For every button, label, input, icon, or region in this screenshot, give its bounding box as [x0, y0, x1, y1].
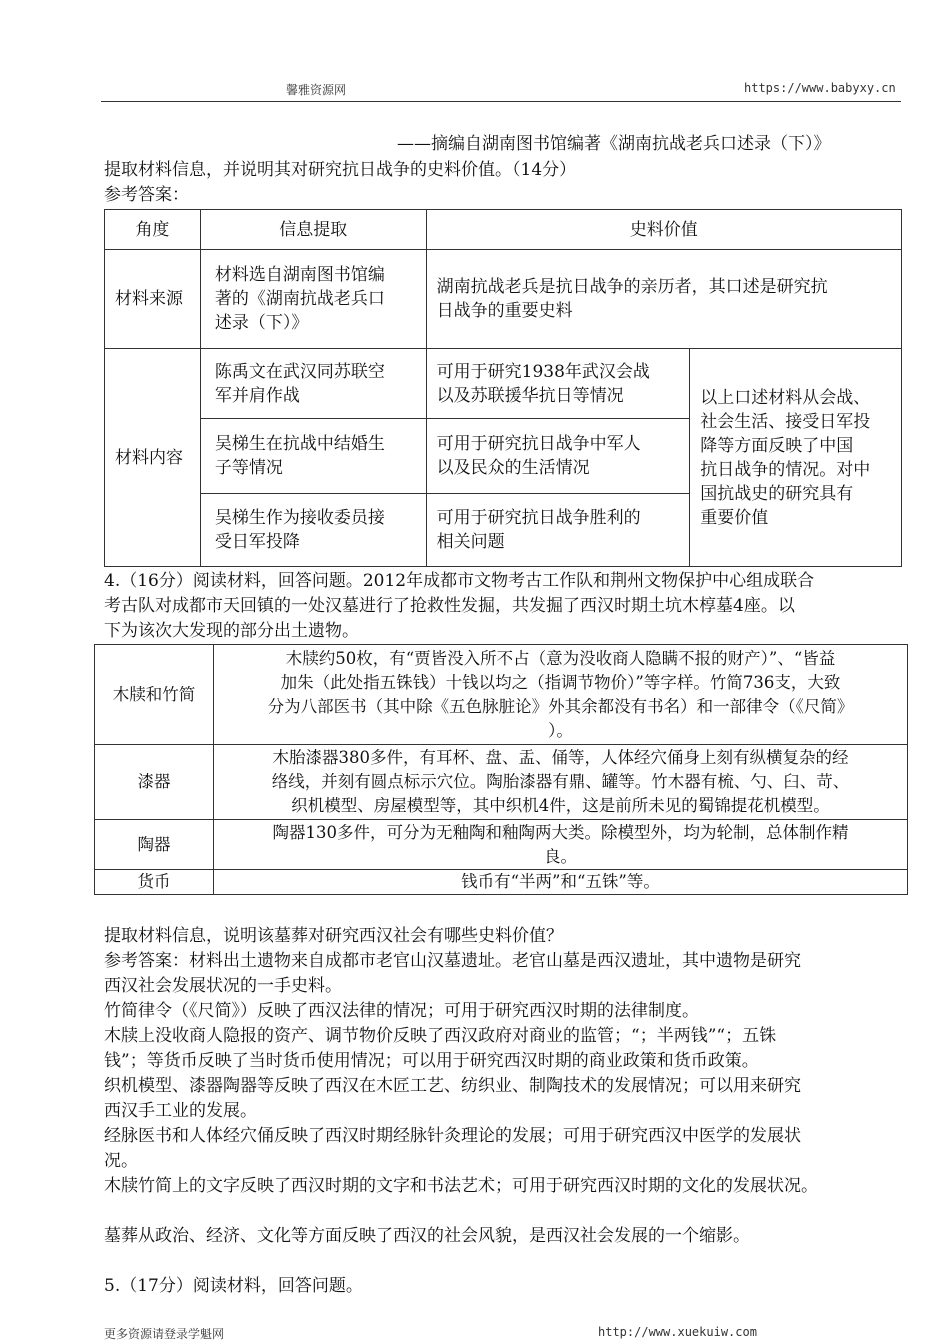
value-cell: 可用于研究1938年武汉会战 以及苏联援华抗日等情况	[426, 349, 690, 419]
q4-answer-line: 况。	[104, 1151, 138, 1171]
table-row	[105, 349, 902, 419]
description-cell: 木胎漆器380多件，有耳杯、盘、盂、俑等，人体经穴俑身上刻有纵横复杂的经 络线，并刻有圆点标示穴位。陶胎漆器有鼎、罐等。竹木器有梳、勺、臼、苛、 织机模型、房屋模型等，其中织机4件，这是前所未见的蜀锦提花机模型。	[214, 745, 908, 820]
q4-intro-line: 下为该次大发现的部分出土遗物。	[104, 621, 359, 641]
category-cell: 漆器	[95, 745, 214, 820]
description-cell: 木牍约50枚，有“贾皆没入所不占（意为没收商人隐瞒不报的财产）”、“皆益 加朱（此处指五铢钱）十钱以均之（指调节物价）”等字样。竹简736支，大致 分为八部医书（其中除《五色脉脏论》外其余都没有书名）和一部律令（《尺简》 ）。	[214, 645, 908, 745]
q4-answer-line: 木牍上没收商人隐报的资产、调节物价反映了西汉政府对商业的监管；“；半两钱”“；五铢	[104, 1026, 777, 1046]
q3-answer-table	[104, 209, 902, 567]
category-cell: 货币	[95, 870, 214, 895]
header-site-url[interactable]: https://www.babyxy.cn	[744, 81, 896, 95]
info-cell: 材料选自湖南图书馆编 著的《湖南抗战老兵口 述录（下）》	[200, 250, 426, 349]
header-divider	[101, 101, 901, 102]
header-value: 史料价值	[426, 210, 901, 250]
q3-source-line: ——摘编自湖南图书馆编著《湖南抗战老兵口述录（下）》	[397, 134, 831, 154]
header-info: 信息提取	[200, 210, 426, 250]
q4-intro-line: 4.（16分）阅读材料，回答问题。2012年成都市文物考古工作队和荆州文物保护中心组成联合	[104, 571, 815, 591]
q4-intro-line: 考古队对成都市天回镇的一处汉墓进行了抢救性发掘，共发掘了西汉时期土坑木椁墓4座。以	[104, 596, 795, 616]
value-cell: 可用于研究抗日战争胜利的 相关问题	[426, 494, 690, 567]
header-angle: 角度	[105, 210, 201, 250]
info-cell: 陈禹文在武汉同苏联空 军并肩作战	[200, 349, 426, 419]
header-site-name: 馨雅资源网	[286, 83, 347, 97]
summary-cell: 以上口述材料从会战、 社会生活、接受日军投 降等方面反映了中国 抗日战争的情况。对中 国抗战史的研究具有 重要价值	[690, 349, 902, 567]
table-row	[95, 745, 908, 820]
value-cell: 可用于研究抗日战争中军人 以及民众的生活情况	[426, 419, 690, 494]
q4-answer-line: 钱”；等货币反映了当时货币使用情况；可以用于研究西汉时期的商业政策和货币政策。	[104, 1051, 759, 1071]
description-cell: 钱币有“半两”和“五铢”等。	[214, 870, 908, 895]
info-cell: 吴梯生在抗战中结婚生 子等情况	[200, 419, 426, 494]
q4-answer-line: 经脉医书和人体经穴俑反映了西汉时期经脉针灸理论的发展；可用于研究西汉中医学的发展状	[104, 1126, 801, 1146]
q4-answer-line: 西汉社会发展状况的一手史料。	[104, 976, 342, 996]
q4-answer-line: 竹简律令（《尺简》）反映了西汉法律的情况；可用于研究西汉时期的法律制度。	[104, 1001, 699, 1021]
angle-cell: 材料内容	[105, 349, 201, 567]
q4-answer-line: 参考答案：材料出土遗物来自成都市老官山汉墓遗址。老官山墓是西汉遗址，其中遗物是研究	[104, 951, 801, 971]
q3-prompt: 提取材料信息，并说明其对研究抗日战争的史料价值。（14分）	[104, 160, 577, 180]
table-header-row	[105, 210, 902, 250]
value-cell: 湖南抗战老兵是抗日战争的亲历者，其口述是研究抗 日战争的重要史料	[426, 250, 901, 349]
table-row	[95, 870, 908, 895]
q3-answer-label: 参考答案：	[104, 185, 189, 205]
info-cell: 吴梯生作为接收委员接 受日军投降	[200, 494, 426, 567]
q4-artifacts-table	[94, 644, 908, 895]
q4-prompt: 提取材料信息，说明该墓葬对研究西汉社会有哪些史料价值？	[104, 926, 563, 946]
q5-intro: 5.（17分）阅读材料，回答问题。	[104, 1276, 363, 1296]
footer-left-text: 更多资源请登录学魁网	[104, 1327, 225, 1341]
q4-answer-line: 西汉手工业的发展。	[104, 1101, 257, 1121]
q4-answer-line: 织机模型、漆器陶器等反映了西汉在木匠工艺、纺织业、制陶技术的发展情况；可以用来研究	[104, 1076, 801, 1096]
category-cell: 陶器	[95, 820, 214, 870]
q4-conclusion: 墓葬从政治、经济、文化等方面反映了西汉的社会风貌，是西汉社会发展的一个缩影。	[104, 1226, 750, 1246]
table-row	[95, 645, 908, 745]
category-cell: 木牍和竹简	[95, 645, 214, 745]
q4-answer-line: 木牍竹简上的文字反映了西汉时期的文字和书法艺术；可用于研究西汉时期的文化的发展状况。	[104, 1176, 818, 1196]
table-row	[95, 820, 908, 870]
angle-cell: 材料来源	[105, 250, 201, 349]
footer-url[interactable]: http://www.xuekuiw.com	[598, 1325, 757, 1339]
table-row	[105, 250, 902, 349]
description-cell: 陶器130多件，可分为无釉陶和釉陶两大类。除模型外，均为轮制，总体制作精 良。	[214, 820, 908, 870]
